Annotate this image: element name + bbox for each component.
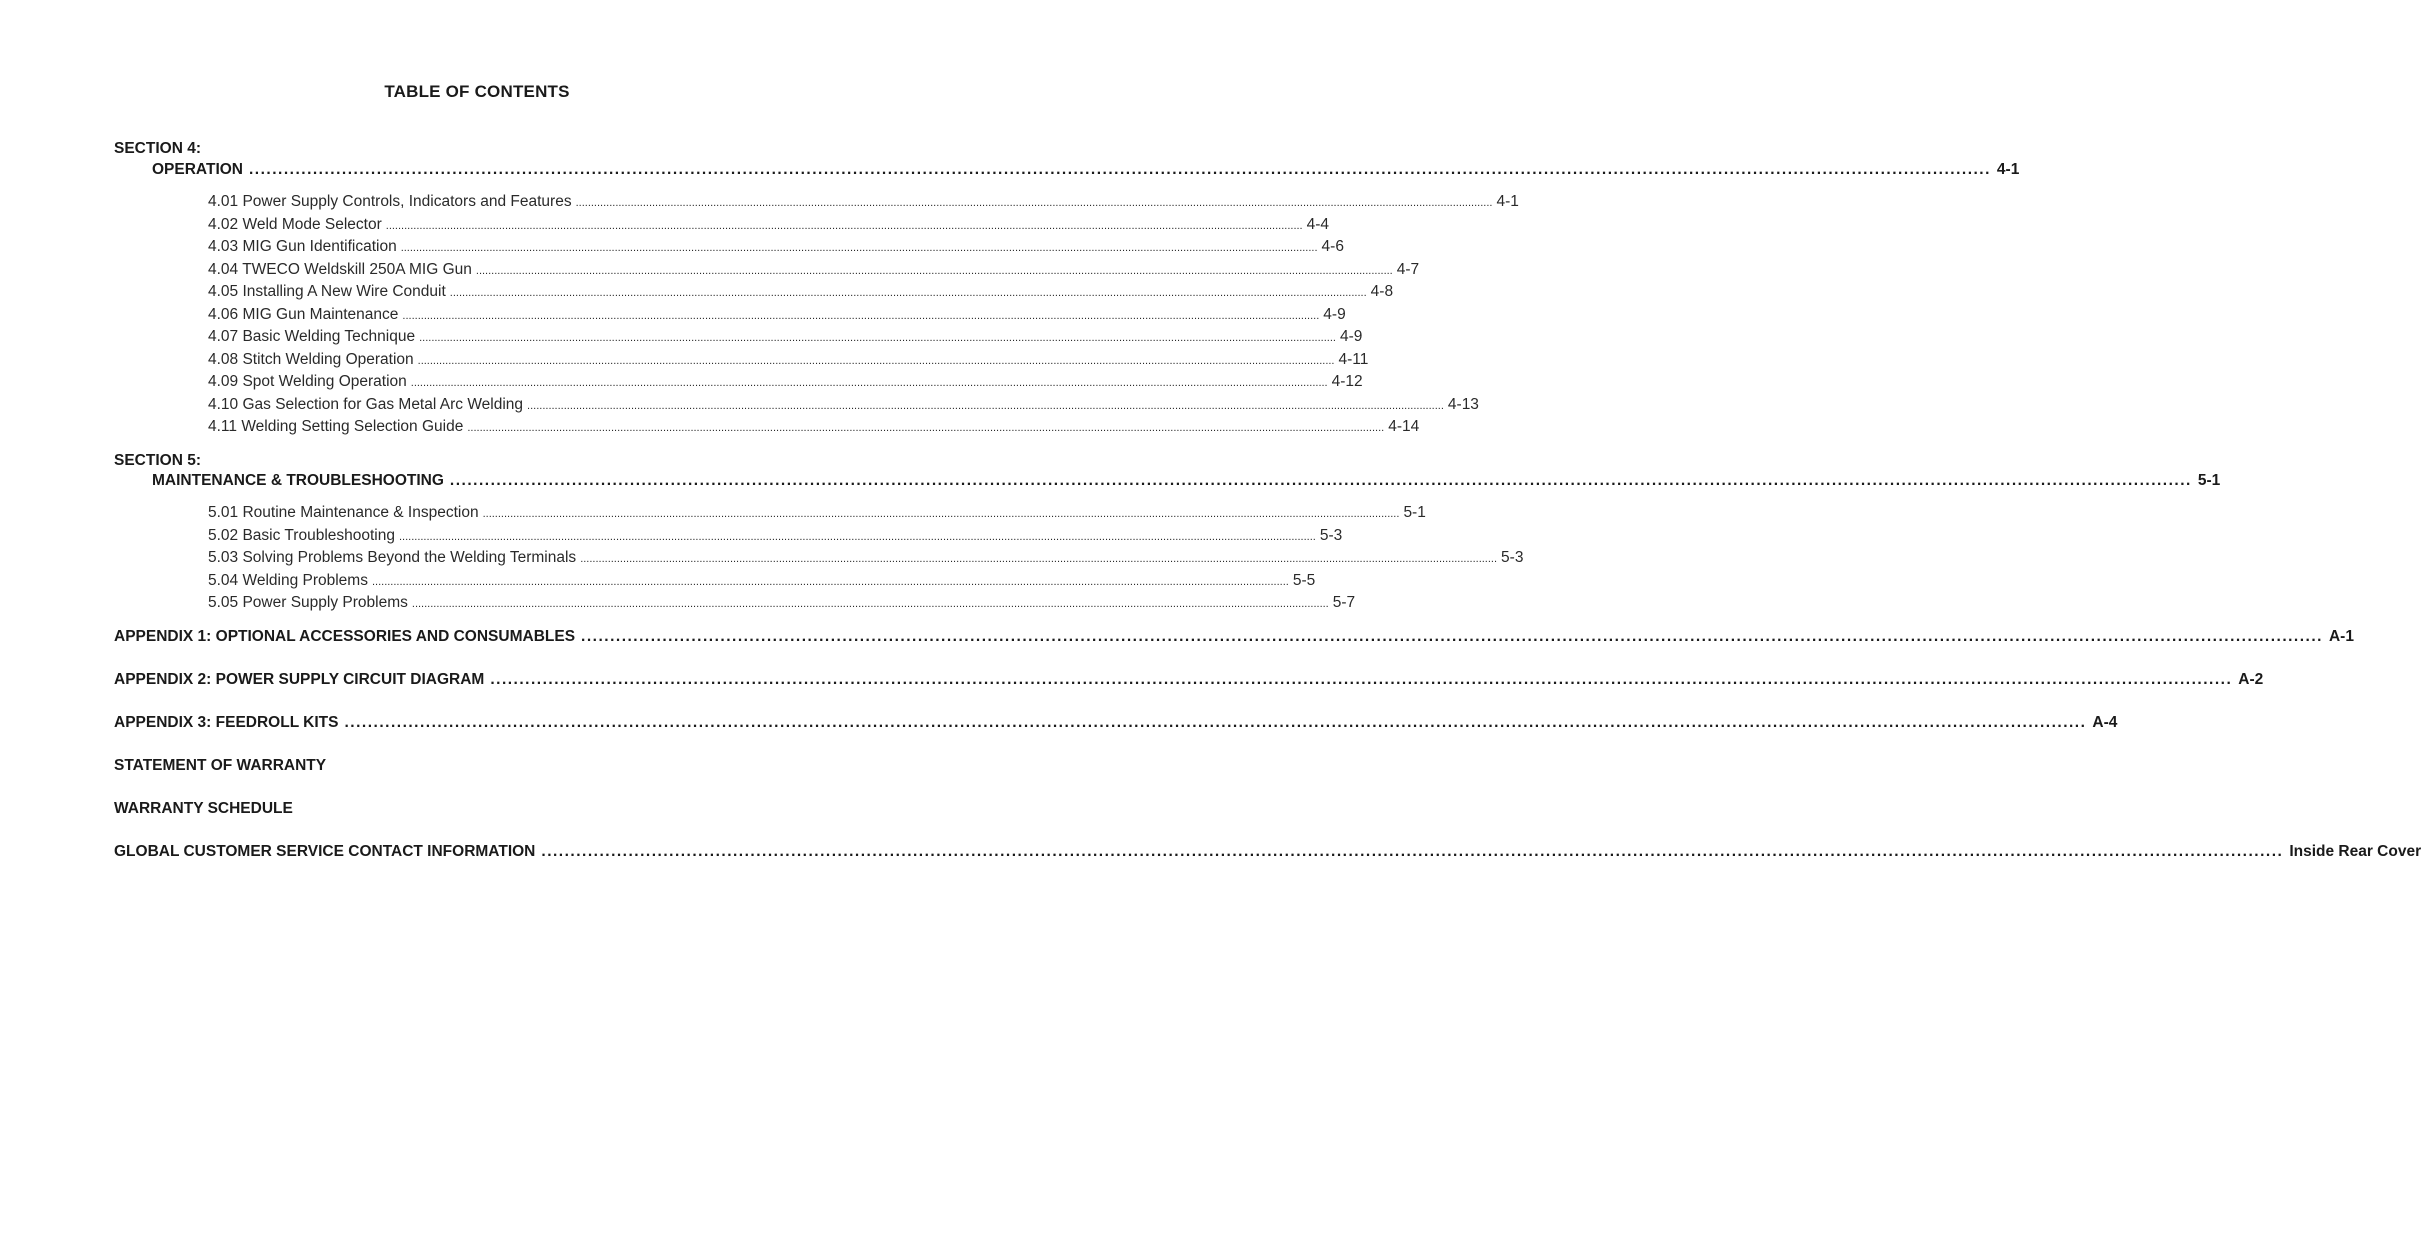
toc-subentry[interactable] (114, 260, 1420, 279)
entry-label: 4.07 Basic Welding Technique (208, 328, 416, 345)
entry-page: 4-12 (1331, 373, 1363, 390)
leader-dots: ............................................................................................................................................................................................................................................................................................................ (449, 287, 1367, 299)
toc-subentry[interactable] (114, 350, 1369, 369)
toc-entry-warranty-schedule[interactable]: WARRANTY SCHEDULE (114, 800, 293, 817)
entry-label: 5.04 Welding Problems (208, 571, 368, 589)
toc-subentry[interactable] (114, 283, 1394, 301)
entry-label: OPERATION (152, 161, 243, 178)
toc-subentry[interactable] (114, 238, 1344, 256)
leader-dots: ............................................................................................................................................................................................................................................................................................................ (475, 264, 1393, 277)
leader-dots: ............................................................................................................................................................................................................................................................................................................ (400, 242, 1318, 254)
entry-label: 4.11 Welding Setting Selection Guide (208, 418, 464, 435)
entry-label: 4.06 MIG Gun Maintenance (208, 305, 399, 323)
entry-page: 4-13 (1447, 395, 1479, 413)
leader-dots: ............................................................................................................................................................................................................................................................................................................ (385, 219, 1303, 232)
leader-dots: ............................................................................................................................................................................................................................................................................................................ (344, 714, 2087, 731)
leader-dots: ............................................................................................................................................................................................................................................................................................................ (249, 161, 1991, 178)
leader-dots: ............................................................................................................................................................................................................................................................................................................ (527, 399, 1444, 412)
leader-dots: ............................................................................................................................................................................................................................................................................................................ (449, 472, 2192, 489)
entry-page: 5-3 (1319, 526, 1343, 544)
toc-subentry[interactable] (114, 305, 1346, 324)
leader-dots: ............................................................................................................................................................................................................................................................................................................ (410, 377, 1328, 389)
section-4-heading: SECTION 4: (114, 140, 201, 157)
toc-entry-operation[interactable] (114, 161, 2020, 179)
leader-dots: ............................................................................................................................................................................................................................................................................................................ (490, 671, 2233, 688)
toc-subentry[interactable] (114, 549, 1524, 567)
section-5-heading: SECTION 5: (114, 452, 201, 469)
entry-page: A-4 (2092, 714, 2118, 731)
entry-page: 5-7 (1332, 594, 1356, 611)
entry-label: 4.10 Gas Selection for Gas Metal Arc Welding (208, 395, 524, 413)
entry-page: 4-1 (1996, 161, 2020, 178)
entry-label: 4.05 Installing A New Wire Conduit (208, 283, 446, 300)
entry-label: 4.03 MIG Gun Identification (208, 238, 397, 255)
toc-subentry[interactable] (114, 418, 1420, 436)
entry-page: 5-1 (2197, 472, 2221, 489)
toc-subentry[interactable] (114, 504, 1426, 522)
toc-entry-warranty-statement[interactable]: STATEMENT OF WARRANTY (114, 757, 327, 774)
toc-subentry[interactable] (114, 373, 1363, 391)
toc-entry-appendix-3[interactable] (114, 714, 2118, 732)
entry-page: A-2 (2238, 671, 2264, 688)
toc-entry-contact-info[interactable] (114, 843, 2421, 861)
toc-subentry[interactable] (114, 395, 1479, 414)
entry-label: MAINTENANCE & TROUBLESHOOTING (152, 472, 444, 489)
entry-label: 4.08 Stitch Welding Operation (208, 350, 414, 368)
entry-label: 4.04 TWECO Weldskill 250A MIG Gun (208, 260, 472, 278)
leader-dots: ............................................................................................................................................................................................................................................................................................................ (371, 575, 1289, 588)
toc-subentry[interactable] (114, 594, 1356, 612)
leader-dots: ............................................................................................................................................................................................................................................................................................................ (398, 530, 1316, 543)
toc-entry-appendix-2[interactable] (114, 671, 2264, 689)
entry-page: 5-5 (1292, 571, 1316, 589)
entry-label: 4.02 Weld Mode Selector (208, 215, 382, 233)
entry-label: 4.09 Spot Welding Operation (208, 373, 407, 390)
entry-label: 4.01 Power Supply Controls, Indicators and Features (208, 193, 572, 210)
entry-page: 4-9 (1339, 328, 1363, 345)
leader-dots: ............................................................................................................................................................................................................................................................................................................ (417, 354, 1335, 367)
entry-page: 4-4 (1306, 215, 1330, 233)
entry-page: Inside Rear Cover (2289, 843, 2421, 860)
leader-dots: ............................................................................................................................................................................................................................................................................................................ (419, 332, 1336, 344)
toc-subentry[interactable] (114, 328, 1363, 346)
toc-subentry[interactable] (114, 193, 1519, 211)
toc-subentry[interactable] (114, 215, 1330, 234)
entry-label: APPENDIX 2: POWER SUPPLY CIRCUIT DIAGRAM (114, 671, 485, 688)
entry-page: 4-14 (1388, 418, 1420, 435)
entry-label: GLOBAL CUSTOMER SERVICE CONTACT INFORMATION (114, 843, 536, 860)
leader-dots: ............................................................................................................................................................................................................................................................................................................ (541, 843, 2284, 860)
entry-page: 4-9 (1323, 305, 1346, 323)
entry-label: 5.05 Power Supply Problems (208, 594, 408, 611)
entry-label: APPENDIX 3: FEEDROLL KITS (114, 714, 339, 731)
entry-page: 4-8 (1370, 283, 1394, 300)
leader-dots: ............................................................................................................................................................................................................................................................................................................ (402, 309, 1320, 322)
toc-entry-appendix-1[interactable] (114, 628, 2354, 646)
leader-dots: ............................................................................................................................................................................................................................................................................................................ (411, 598, 1329, 610)
entry-page: 5-1 (1403, 504, 1426, 521)
leader-dots: ............................................................................................................................................................................................................................................................................................................ (580, 553, 1498, 565)
toc-entry-maintenance[interactable] (114, 472, 2221, 490)
entry-page: 4-1 (1496, 193, 1519, 210)
page-title: TABLE OF CONTENTS (384, 82, 570, 101)
toc-subentry[interactable] (114, 526, 1343, 545)
entry-page: 4-6 (1321, 238, 1344, 255)
leader-dots: ............................................................................................................................................................................................................................................................................................................ (581, 628, 2323, 645)
entry-page: 4-11 (1338, 350, 1369, 368)
entry-page: 5-3 (1501, 549, 1524, 566)
entry-page: 4-7 (1396, 260, 1420, 278)
entry-label: 5.01 Routine Maintenance & Inspection (208, 504, 479, 521)
entry-label: 5.03 Solving Problems Beyond the Welding Terminals (208, 549, 577, 566)
entry-page: A-1 (2328, 628, 2354, 645)
entry-label: APPENDIX 1: OPTIONAL ACCESSORIES AND CONSUMABLES (114, 628, 576, 645)
leader-dots: ............................................................................................................................................................................................................................................................................................................ (467, 422, 1385, 434)
leader-dots: ............................................................................................................................................................................................................................................................................................................ (575, 197, 1493, 209)
entry-label: 5.02 Basic Troubleshooting (208, 526, 395, 544)
toc-subentry[interactable] (114, 571, 1316, 590)
leader-dots: ............................................................................................................................................................................................................................................................................................................ (482, 508, 1400, 520)
